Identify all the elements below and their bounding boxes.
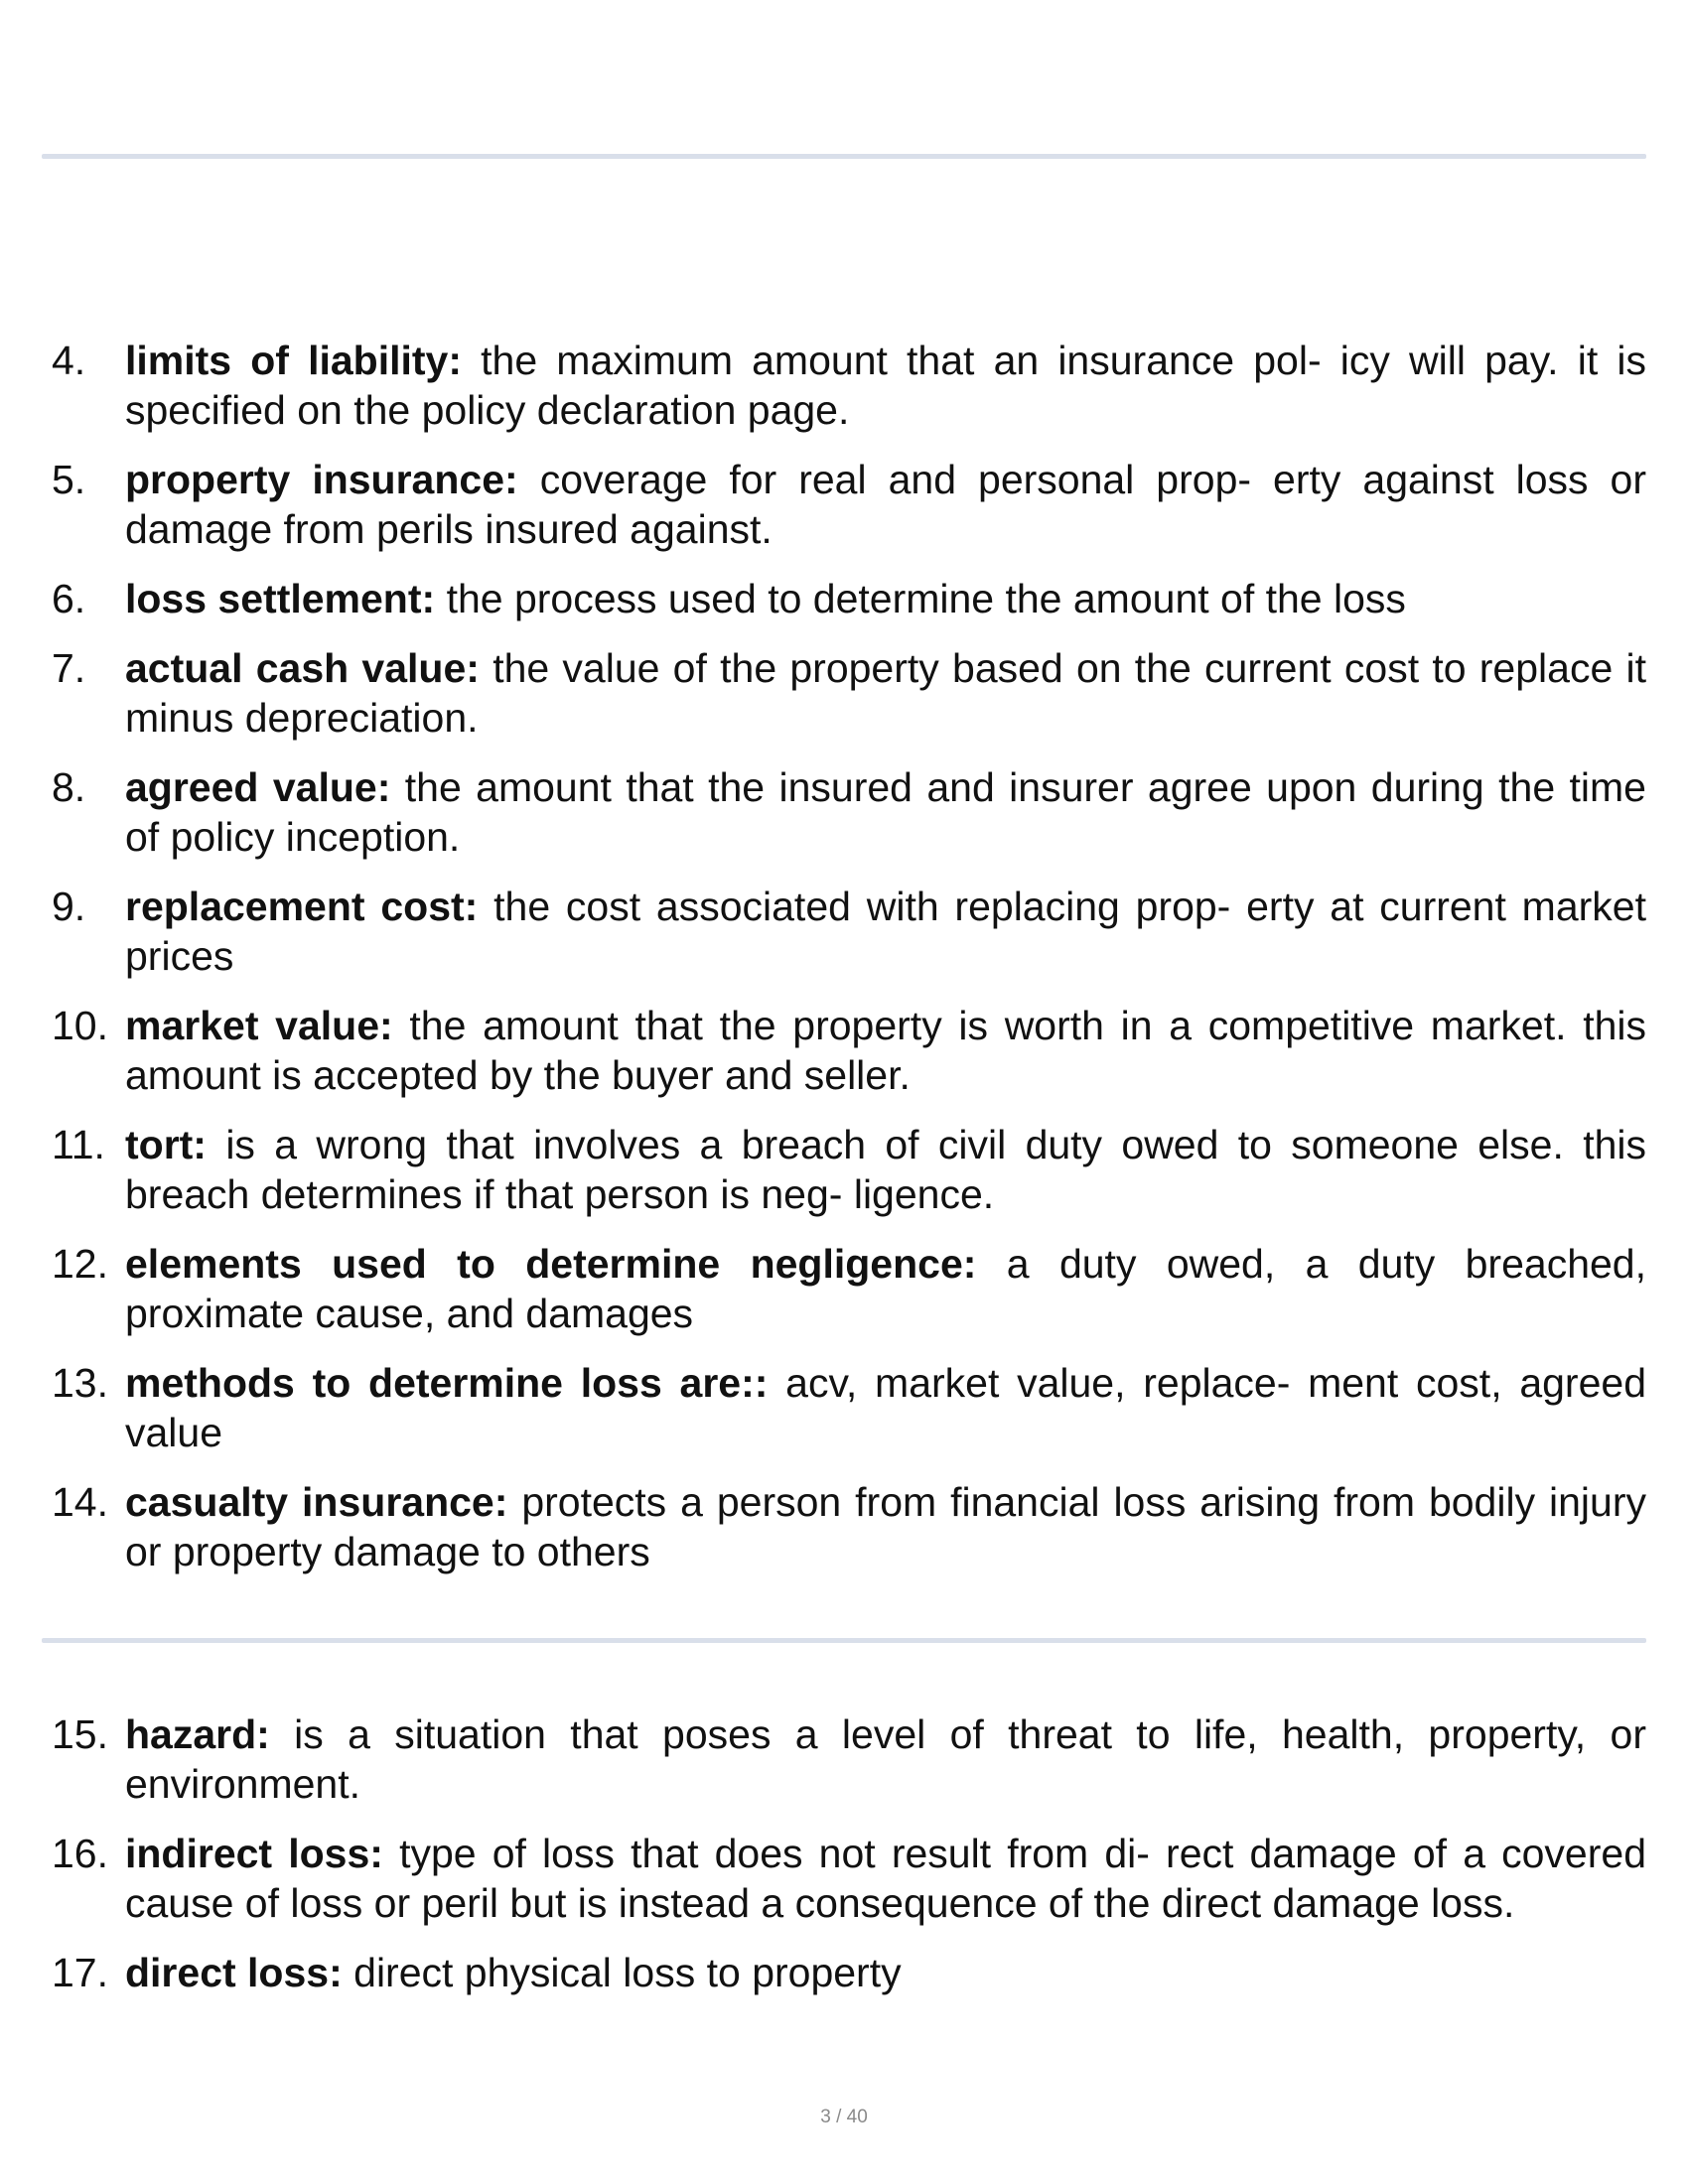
item-number: 8. — [52, 764, 86, 810]
item-number: 11. — [52, 1122, 105, 1167]
item-term: tort: — [125, 1122, 207, 1167]
item-number: 7. — [52, 645, 86, 691]
item-definition: protects a person from financial loss arising from bodily injury or property damage to others — [125, 1479, 1646, 1574]
item-number: 9. — [52, 884, 86, 929]
glossary-list-b — [52, 1709, 1646, 2017]
item-entry — [125, 882, 1646, 981]
item-entry — [125, 455, 1646, 554]
list-item — [52, 1239, 1646, 1338]
item-entry — [125, 1948, 1646, 1997]
glossary-list-a — [52, 336, 1646, 1596]
item-number: 4. — [52, 338, 86, 383]
item-term: loss settlement: — [125, 576, 436, 621]
item-definition: the process used to determine the amount of the loss — [446, 576, 1406, 621]
item-term: direct loss: — [125, 1950, 343, 1995]
list-item — [52, 1477, 1646, 1576]
list-item — [52, 643, 1646, 743]
item-entry — [125, 762, 1646, 862]
item-definition: is a wrong that involves a breach of civil duty owed to someone else. this breach determines if that person is neg- ligence. — [125, 1122, 1646, 1217]
item-number: 16. — [52, 1831, 108, 1876]
item-term: casualty insurance: — [125, 1479, 508, 1525]
item-entry — [125, 1239, 1646, 1338]
item-term: replacement cost: — [125, 884, 479, 929]
item-number: 12. — [52, 1241, 108, 1287]
section-divider — [42, 1638, 1646, 1643]
item-definition: type of loss that does not result from di- rect damage of a covered cause of loss or peril but is instead a consequence of the direct damage loss. — [125, 1831, 1646, 1926]
item-term: limits of liability: — [125, 338, 462, 383]
item-number: 13. — [52, 1360, 108, 1406]
page-indicator: 3 / 40 — [820, 2107, 868, 2127]
item-entry — [125, 1120, 1646, 1219]
item-number: 6. — [52, 576, 86, 621]
item-term: hazard: — [125, 1711, 270, 1757]
item-entry — [125, 1709, 1646, 1809]
list-item — [52, 1358, 1646, 1457]
top-divider — [42, 154, 1646, 159]
item-number: 5. — [52, 457, 86, 502]
list-item — [52, 1709, 1646, 1809]
item-entry — [125, 336, 1646, 435]
list-item — [52, 574, 1646, 623]
item-definition: the value of the property based on the current cost to replace it minus depreciation. — [125, 645, 1646, 741]
list-item — [52, 762, 1646, 862]
item-term: methods to determine loss are:: — [125, 1360, 769, 1406]
list-item — [52, 336, 1646, 435]
item-term: indirect loss: — [125, 1831, 383, 1876]
item-definition: coverage for real and personal prop- erty against loss or damage from perils insured against. — [125, 457, 1646, 552]
item-number: 10. — [52, 1003, 108, 1048]
item-definition: the cost associated with replacing prop- erty at current market prices — [125, 884, 1646, 979]
item-entry — [125, 1477, 1646, 1576]
item-definition: acv, market value, replace- ment cost, agreed value — [125, 1360, 1646, 1455]
list-item — [52, 882, 1646, 981]
item-entry — [125, 643, 1646, 743]
item-entry — [125, 1829, 1646, 1928]
item-term: agreed value: — [125, 764, 391, 810]
item-term: property insurance: — [125, 457, 518, 502]
item-number: 15. — [52, 1711, 108, 1757]
item-definition: direct physical loss to property — [353, 1950, 902, 1995]
item-definition: a duty owed, a duty breached, proximate cause, and damages — [125, 1241, 1646, 1336]
list-item — [52, 1829, 1646, 1928]
item-term: market value: — [125, 1003, 393, 1048]
item-entry — [125, 574, 1646, 623]
item-number: 14. — [52, 1479, 108, 1525]
item-entry — [125, 1001, 1646, 1100]
list-item — [52, 1120, 1646, 1219]
item-term: actual cash value: — [125, 645, 480, 691]
list-item — [52, 1001, 1646, 1100]
list-item — [52, 1948, 1646, 1997]
item-definition: the amount that the insured and insurer agree upon during the time of policy inception. — [125, 764, 1646, 860]
item-definition: the amount that the property is worth in a competitive market. this amount is accepted by the buyer and seller. — [125, 1003, 1646, 1098]
item-term: elements used to determine negligence: — [125, 1241, 977, 1287]
item-definition: is a situation that poses a level of threat to life, health, property, or environment. — [125, 1711, 1646, 1807]
list-item — [52, 455, 1646, 554]
item-number: 17. — [52, 1950, 108, 1995]
item-definition: the maximum amount that an insurance pol- icy will pay. it is specified on the policy declaration page. — [125, 338, 1646, 433]
item-entry — [125, 1358, 1646, 1457]
